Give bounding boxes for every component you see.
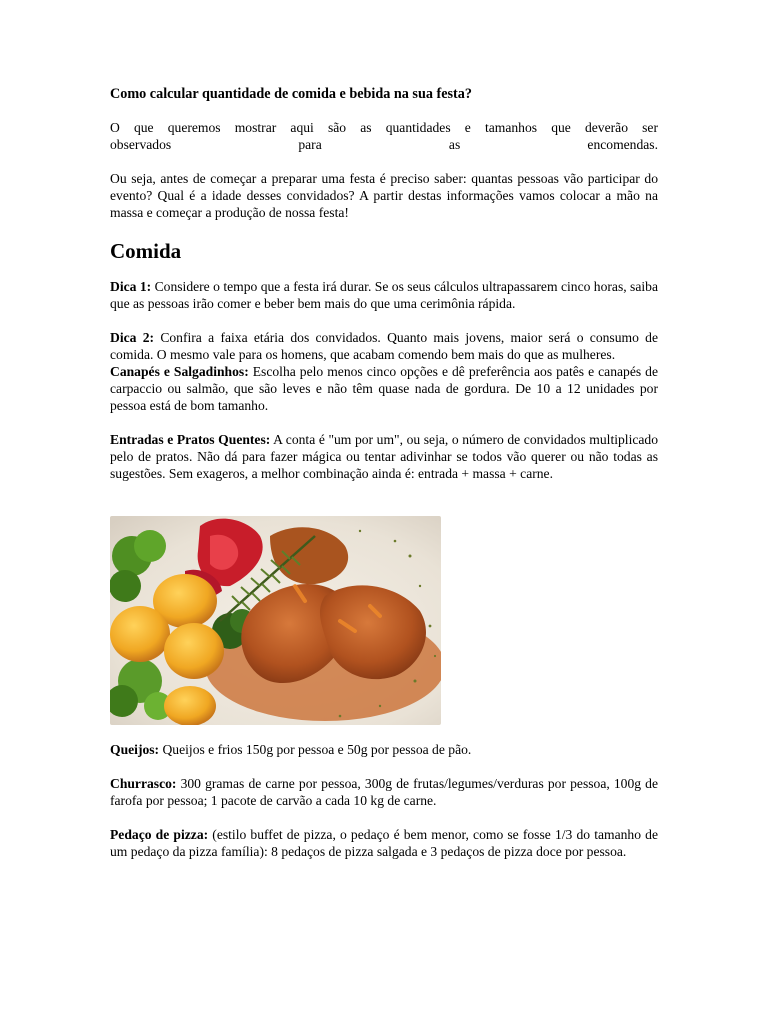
pizza-label: Pedaço de pizza: xyxy=(110,827,209,842)
queijos-text: Queijos e frios 150g por pessoa e 50g por pessoa de pão. xyxy=(159,742,472,757)
entradas-paragraph xyxy=(110,431,658,482)
intro-paragraph-2: Ou seja, antes de começar a preparar uma festa é preciso saber: quantas pessoas vão participar do evento? Qual é a idade desses convidados? A partir destas informações vamos colocar a mão na massa e começar a produção de nossa festa! xyxy=(110,171,658,220)
intro-line-1: O que queremos mostrar aqui são as quantidades e tamanhos que deverão ser xyxy=(110,120,658,135)
churrasco-text: 300 gramas de carne por pessoa, 300g de frutas/legumes/verduras por pessoa, 100g de farofa por pessoa; 1 pacote de carvão a cada 10 kg de carne. xyxy=(110,776,658,808)
canapes-label: Canapés e Salgadinhos: xyxy=(110,364,249,379)
intro-line-2: observados para as encomendas. xyxy=(110,137,658,152)
canapes-text: Escolha pelo menos cinco opções e dê preferência aos patês e canapés de carpaccio ou salmão, que são leves e não têm quase nada de gordura. De 10 a 12 unidades por pessoa está de bom tamanho. xyxy=(110,364,658,413)
pizza-text: (estilo buffet de pizza, o pedaço é bem menor, como se fosse 1/3 do tamanho de um pedaço da pizza família): 8 pedaços de pizza salgada e 3 pedaços de pizza doce por pessoa. xyxy=(110,827,658,859)
tip-2-label: Dica 2: xyxy=(110,330,155,345)
churrasco-label: Churrasco: xyxy=(110,776,177,791)
canapes-paragraph xyxy=(110,363,658,414)
entradas-label: Entradas e Pratos Quentes: xyxy=(110,432,271,447)
tip-2-text: Confira a faixa etária dos convidados. Quanto mais jovens, maior será o consumo de comida. O mesmo vale para os homens, que acabam comendo bem mais do que as mulheres. xyxy=(110,330,658,362)
food-photo xyxy=(110,516,441,725)
tip-1-text: Considere o tempo que a festa irá durar. Se os seus cálculos ultrapassarem cinco horas, saiba que as pessoas irão comer e beber bem mais do que uma cerimônia rápida. xyxy=(110,279,658,311)
document-page xyxy=(110,86,658,860)
tip-2-paragraph xyxy=(110,329,658,363)
queijos-paragraph xyxy=(110,741,658,758)
food-photo-illustration xyxy=(110,516,441,725)
pizza-paragraph xyxy=(110,826,658,860)
section-heading-comida: Comida xyxy=(110,239,182,263)
churrasco-paragraph xyxy=(110,775,658,809)
tip-1-paragraph xyxy=(110,278,658,312)
page-title: Como calcular quantidade de comida e bebida na sua festa? xyxy=(110,86,472,102)
tip-1-label: Dica 1: xyxy=(110,279,152,294)
queijos-label: Queijos: xyxy=(110,742,160,757)
entradas-text: A conta é "um por um", ou seja, o número de convidados multiplicado pelo de pratos. Não dá para fazer mágica ou tentar adivinhar se todos vão querer ou não todas as sugestões. Sem exageros, a melhor combinação ainda é: entrada + massa + carne. xyxy=(110,432,659,481)
